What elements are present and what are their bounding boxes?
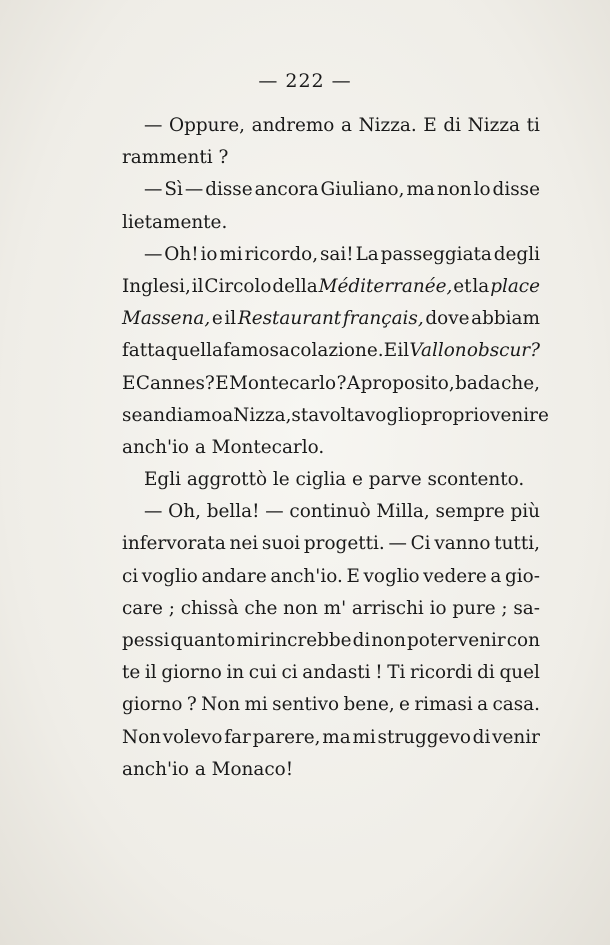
word: Giuliano, xyxy=(320,179,405,201)
text-line xyxy=(122,657,540,689)
word: non xyxy=(283,597,318,619)
word: più xyxy=(510,501,540,523)
word: ! xyxy=(375,662,383,684)
word: Nizza, xyxy=(233,404,292,426)
word: E xyxy=(122,372,136,394)
word: voglio xyxy=(363,565,420,587)
word: voglio xyxy=(364,404,421,426)
word: anch'io xyxy=(122,436,195,458)
word: tutti, xyxy=(494,533,540,555)
word: mi xyxy=(236,630,260,651)
word: vanno xyxy=(434,533,491,555)
word: famosa xyxy=(223,340,290,362)
word: di xyxy=(352,630,371,651)
word: della xyxy=(272,275,318,297)
word: Ti xyxy=(387,662,406,684)
word: Egli xyxy=(144,469,187,491)
word: — xyxy=(144,115,163,136)
word: Oppure, xyxy=(169,115,245,136)
word: E xyxy=(383,340,398,362)
word: io xyxy=(429,597,447,619)
word: ricordo, xyxy=(244,243,319,265)
word: proprio xyxy=(421,404,491,426)
text-line xyxy=(122,142,540,174)
text-line xyxy=(122,110,540,142)
word: con xyxy=(506,630,540,651)
word: pessi xyxy=(122,630,170,651)
word: m' xyxy=(323,597,347,619)
word: ricordi xyxy=(410,662,473,684)
text-line xyxy=(122,754,540,786)
word: ciglia xyxy=(295,469,353,491)
word: venir xyxy=(457,630,506,651)
word: a xyxy=(194,436,212,458)
word: ti xyxy=(526,115,540,136)
text-line xyxy=(122,722,540,754)
word: nei xyxy=(229,533,259,555)
word: disse xyxy=(205,179,253,201)
word: ma xyxy=(322,726,351,748)
text-line xyxy=(122,303,540,335)
word: gio- xyxy=(504,565,540,587)
word: — xyxy=(265,501,284,523)
word: ; xyxy=(168,597,175,619)
word: ancora xyxy=(254,179,319,201)
text-line xyxy=(122,593,540,625)
word: voglio xyxy=(141,565,198,587)
word: in xyxy=(226,662,245,684)
word: a xyxy=(194,758,212,780)
word: dove xyxy=(425,308,470,330)
word: anch'io xyxy=(122,758,195,780)
word: Non xyxy=(122,726,162,748)
word: andare xyxy=(201,565,267,587)
word: progetti. xyxy=(303,533,385,555)
word: bada xyxy=(455,372,501,394)
word: suoi xyxy=(261,533,301,555)
word: Monaco! xyxy=(211,758,294,780)
word: E xyxy=(423,115,437,136)
word: français, xyxy=(342,308,424,330)
word: — xyxy=(144,179,163,201)
word: ? xyxy=(218,147,229,169)
word: vedere xyxy=(423,565,487,587)
word: ? xyxy=(186,694,197,716)
word: il xyxy=(224,308,237,330)
word: Restaurant xyxy=(237,308,342,330)
word: infervorata xyxy=(122,533,226,555)
word: E xyxy=(215,372,229,394)
word: rammenti xyxy=(122,147,219,169)
text-line xyxy=(122,207,540,239)
word: obscur? xyxy=(466,340,540,362)
word: quella xyxy=(165,340,223,362)
word: di xyxy=(443,115,462,136)
word: stavolta xyxy=(291,404,365,426)
word: place xyxy=(490,275,540,297)
word: parere, xyxy=(252,726,321,748)
word: chissà xyxy=(180,597,239,619)
word: proposito, xyxy=(360,372,455,394)
word: abbiam xyxy=(471,308,540,330)
word: Ci xyxy=(410,533,431,555)
text-line xyxy=(122,174,540,206)
word: bene, xyxy=(343,694,395,716)
text-line xyxy=(122,335,540,367)
word: andasti xyxy=(302,662,371,684)
text-line xyxy=(122,689,540,721)
word: aggrottò xyxy=(186,469,273,491)
word: giorno xyxy=(161,662,222,684)
word: quanto xyxy=(170,630,236,651)
word: anch'io. xyxy=(270,565,343,587)
word: arrischi xyxy=(351,597,424,619)
text-line xyxy=(122,400,549,432)
word: Sì xyxy=(164,179,183,201)
word: bella! xyxy=(206,501,260,523)
word: che xyxy=(244,597,278,619)
word: ci xyxy=(122,565,139,587)
page-number: — 222 — xyxy=(258,70,352,92)
word: Montecarlo. xyxy=(211,436,325,458)
word: la xyxy=(472,275,490,297)
word: poter xyxy=(406,630,457,651)
word: andiamo xyxy=(142,404,223,426)
word: Cannes? xyxy=(135,372,215,394)
word: io xyxy=(200,243,218,265)
word: Oh, xyxy=(168,501,201,523)
text-line xyxy=(122,368,540,400)
word: cui xyxy=(248,662,277,684)
word: — xyxy=(184,179,204,201)
word: fatta xyxy=(122,340,166,362)
word: rincrebbe xyxy=(260,630,352,651)
word: a xyxy=(477,694,489,716)
word: di xyxy=(472,726,491,748)
word: Inglesi, xyxy=(122,275,191,297)
text-line xyxy=(122,528,540,560)
word: che, xyxy=(501,372,540,394)
word: Milla, xyxy=(376,501,430,523)
word: venir xyxy=(492,726,540,748)
word: Nizza. xyxy=(358,115,417,136)
word: disse xyxy=(492,179,540,201)
word: scontento. xyxy=(427,469,525,491)
word: e xyxy=(352,469,369,491)
text-line xyxy=(122,271,540,303)
word: venire xyxy=(490,404,549,426)
word: se xyxy=(122,404,143,426)
text-line xyxy=(122,496,540,528)
text-line xyxy=(122,625,540,657)
word: le xyxy=(272,469,296,491)
word: sai! xyxy=(319,243,354,265)
word: lo xyxy=(473,179,491,201)
word: rimasi xyxy=(414,694,473,716)
word: Vallon xyxy=(409,340,467,362)
word: a xyxy=(222,404,234,426)
word: a xyxy=(341,115,352,136)
text-line xyxy=(122,239,540,271)
word: lietamente. xyxy=(122,211,228,233)
text-line xyxy=(122,432,540,464)
word: il xyxy=(397,340,410,362)
word: Non xyxy=(201,694,241,716)
word: struggevo xyxy=(377,726,471,748)
word: Montecarlo xyxy=(229,372,337,394)
word: passeggiata xyxy=(380,243,492,265)
word: volevo xyxy=(162,726,223,748)
word: La xyxy=(355,243,379,265)
word: ; xyxy=(501,597,508,619)
word: — xyxy=(144,243,163,265)
word: Massena, xyxy=(122,308,211,330)
word: il xyxy=(144,662,157,684)
word: di xyxy=(477,662,495,684)
word: ? xyxy=(336,372,347,394)
word: Méditerranée, xyxy=(318,275,453,297)
word: degli xyxy=(493,243,540,265)
word: colazione. xyxy=(290,340,384,362)
word: mi xyxy=(352,726,376,748)
text-line xyxy=(122,464,540,496)
word: ma xyxy=(406,179,435,201)
word: e xyxy=(211,308,223,330)
word: non xyxy=(371,630,406,651)
word: mi xyxy=(219,243,243,265)
word: mi xyxy=(244,694,268,716)
word: Nizza xyxy=(467,115,520,136)
word: il xyxy=(191,275,204,297)
word: te xyxy=(122,662,141,684)
word: Circolo xyxy=(204,275,272,297)
word: giorno xyxy=(122,694,183,716)
word: a xyxy=(490,565,502,587)
text-line xyxy=(122,561,540,593)
word: — xyxy=(144,501,163,523)
word: sentivo xyxy=(272,694,340,716)
word: andremo xyxy=(251,115,335,136)
word: ci xyxy=(281,662,298,684)
word: sempre xyxy=(435,501,505,523)
word: pure xyxy=(452,597,496,619)
word: — xyxy=(388,533,407,555)
word: continuò xyxy=(289,501,371,523)
word: A xyxy=(346,372,361,394)
word: e xyxy=(399,694,410,716)
word: Oh! xyxy=(164,243,199,265)
word: far xyxy=(224,726,251,748)
word: quel xyxy=(499,662,540,684)
body-text xyxy=(122,110,549,786)
word: non xyxy=(436,179,472,201)
word: E xyxy=(346,565,360,587)
word: et xyxy=(453,275,472,297)
word: casa. xyxy=(492,694,540,716)
word: care xyxy=(122,597,163,619)
word: parve xyxy=(368,469,428,491)
word: sa- xyxy=(513,597,540,619)
